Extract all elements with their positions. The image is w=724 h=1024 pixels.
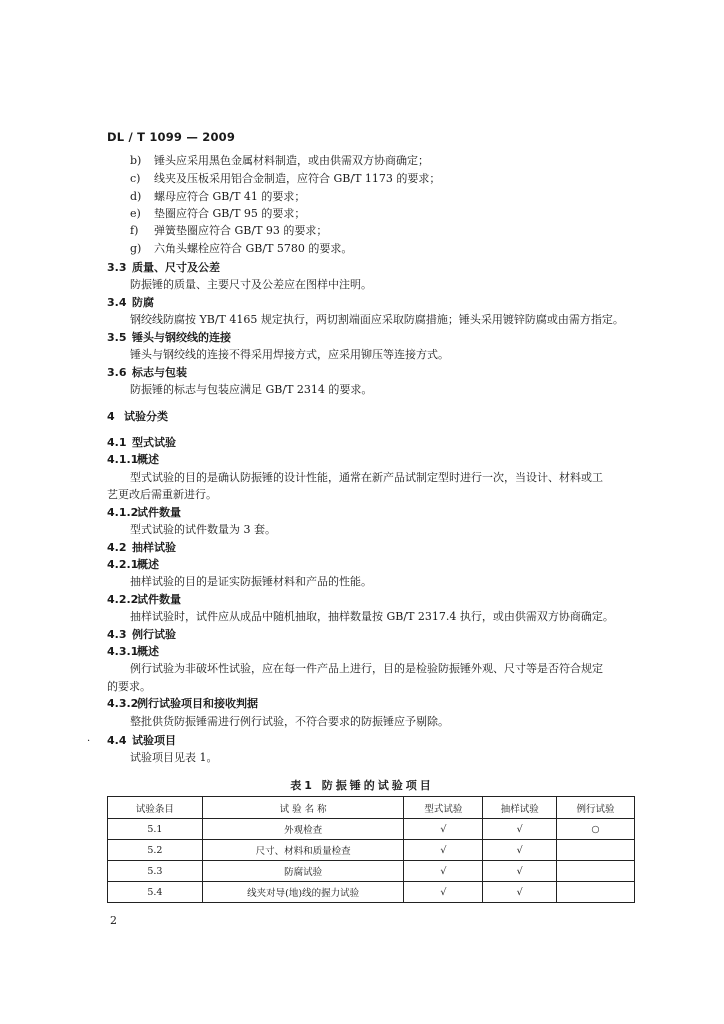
list-label: d) [130, 190, 142, 203]
section-body-3-6: 防振锤的标志与包装应满足 GB/T 2314 的要求。 [130, 383, 373, 396]
table-cell: √ [483, 840, 557, 861]
section-body-3-5: 锤头与钢绞线的连接不得采用焊接方式，应采用铆压等连接方式。 [130, 348, 449, 361]
section-body-3-4: 钢绞线防腐按 YB/T 4165 规定执行，两切割端面应采取防腐措施；锤头采用镀锌防腐或由需方指定。 [130, 313, 624, 326]
table-row [108, 882, 635, 903]
section-body-4-2-2: 抽样试验时，试件应从成品中随机抽取，抽样数量按 GB/T 2317.4 执行，或由供需双方协商确定。 [130, 610, 614, 623]
section-heading-4-1: 4.1 型式试验 [107, 436, 176, 449]
list-item [130, 224, 327, 238]
table-header-row [108, 797, 635, 819]
table-cell: √ [483, 882, 557, 903]
table-cell: 5.4 [108, 882, 203, 903]
section-body-4-1-2: 型式试验的试件数量为 3 套。 [130, 523, 276, 536]
list-item [130, 154, 429, 168]
section-heading-4: 4 试验分类 [107, 410, 168, 423]
table-header-cell: 试 验 名 称 [202, 797, 404, 819]
table-header-cell: 抽样试验 [483, 797, 557, 819]
section-heading-4-3-2: 4.3.2例行试验项目和接收判据 [107, 697, 258, 710]
table-row [108, 840, 635, 861]
section-body-4-4: 试验项目见表 1。 [130, 751, 218, 764]
table-cell: 防腐试验 [202, 861, 404, 882]
list-text: 螺母应符合 GB/T 41 的要求； [154, 190, 306, 203]
section-heading-4-4: 4.4 试验项目 [107, 734, 176, 747]
table-cell: 尺寸、材料和质量检查 [202, 840, 404, 861]
list-text: 六角头螺栓应符合 GB/T 5780 的要求。 [154, 242, 353, 255]
section-body-4-1-1-cont: 艺更改后需重新进行。 [107, 488, 217, 501]
list-item [130, 190, 305, 204]
table-caption: 表1 防振锤的试验项目 [290, 779, 434, 792]
table-cell: √ [404, 819, 483, 840]
list-item [130, 207, 305, 221]
table-cell: √ [404, 882, 483, 903]
table-cell: √ [404, 840, 483, 861]
list-label: c) [130, 172, 141, 185]
list-text: 弹簧垫圈应符合 GB/T 93 的要求； [154, 224, 328, 237]
list-item [130, 242, 352, 256]
section-body-4-3-1: 例行试验为非破坏性试验，应在每一件产品上进行，目的是检验防振锤外观、尺寸等是否符合规定 [130, 662, 603, 675]
document-header: DL / T 1099 — 2009 [107, 130, 236, 144]
table-cell: √ [483, 819, 557, 840]
table-cell [557, 882, 635, 903]
table-header-cell: 型式试验 [404, 797, 483, 819]
page-number: 2 [110, 914, 117, 927]
table-cell: 5.2 [108, 840, 203, 861]
section-heading-4-2-2: 4.2.2试件数量 [107, 593, 181, 606]
list-text: 锤头应采用黑色金属材料制造，或由供需双方协商确定； [154, 154, 429, 167]
section-body-4-3-1-cont: 的要求。 [107, 680, 151, 693]
table-cell: ○ [557, 819, 635, 840]
section-body-3-3: 防振锤的质量、主要尺寸及公差应在图样中注明。 [130, 278, 372, 291]
section-heading-4-3: 4.3 例行试验 [107, 628, 176, 641]
section-heading-3-4: 3.4 防腐 [107, 296, 154, 309]
list-label: g) [130, 242, 142, 255]
table-header-cell: 例行试验 [557, 797, 635, 819]
section-heading-3-5: 3.5 锤头与钢绞线的连接 [107, 331, 231, 344]
section-heading-4-1-1: 4.1.1概述 [107, 453, 159, 466]
table-header-cell: 试验条目 [108, 797, 203, 819]
section-heading-4-1-2: 4.1.2试件数量 [107, 506, 181, 519]
table-cell: 线夹对导(地)线的握力试验 [202, 882, 404, 903]
table-cell: √ [404, 861, 483, 882]
section-heading-3-3: 3.3 质量、尺寸及公差 [107, 261, 220, 274]
table-cell: 5.1 [108, 819, 203, 840]
table-row [108, 861, 635, 882]
list-label: f) [130, 224, 139, 237]
scan-mark: · [87, 736, 91, 747]
table-cell: 5.3 [108, 861, 203, 882]
table-row [108, 819, 635, 840]
section-heading-4-3-1: 4.3.1概述 [107, 645, 159, 658]
list-text: 垫圈应符合 GB/T 95 的要求； [154, 207, 306, 220]
section-body-4-2-1: 抽样试验的目的是证实防振锤材料和产品的性能。 [130, 575, 372, 588]
test-items-table [107, 796, 635, 903]
section-heading-3-6: 3.6 标志与包装 [107, 366, 187, 379]
table-cell [557, 840, 635, 861]
table-cell [557, 861, 635, 882]
section-body-4-1-1: 型式试验的目的是确认防振锤的设计性能，通常在新产品试制定型时进行一次，当设计、材料或工 [130, 471, 603, 484]
table-cell: 外观检查 [202, 819, 404, 840]
list-item [130, 172, 440, 186]
table-cell: √ [483, 861, 557, 882]
section-heading-4-2: 4.2 抽样试验 [107, 541, 176, 554]
list-label: e) [130, 207, 141, 220]
list-label: b) [130, 154, 142, 167]
list-text: 线夹及压板采用铝合金制造，应符合 GB/T 1173 的要求； [154, 172, 441, 185]
section-body-4-3-2: 整批供货防振锤需进行例行试验，不符合要求的防振锤应予剔除。 [130, 715, 449, 728]
section-heading-4-2-1: 4.2.1概述 [107, 558, 159, 571]
